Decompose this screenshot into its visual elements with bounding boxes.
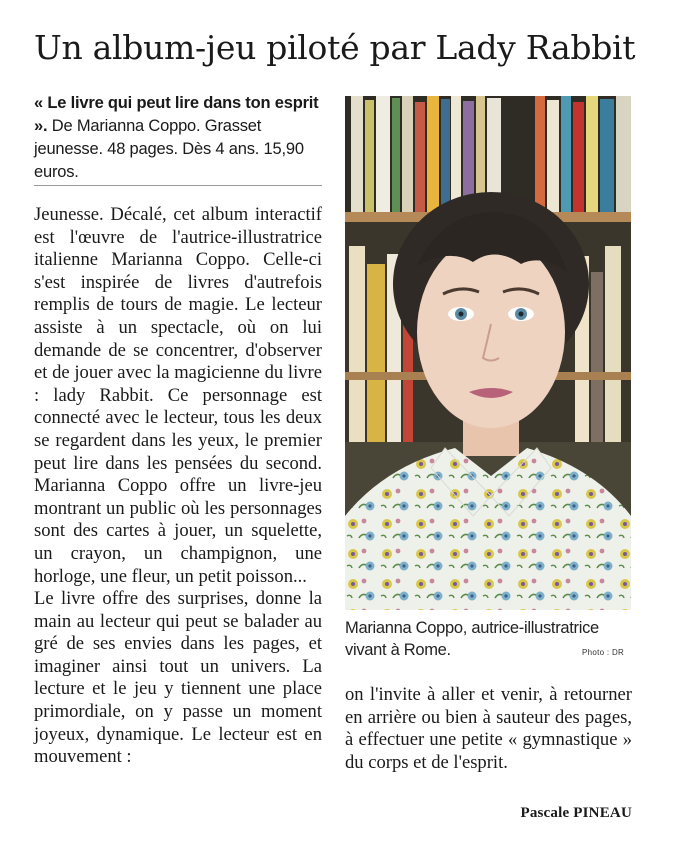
separator-rule xyxy=(34,185,322,186)
book-info xyxy=(34,92,324,184)
body-paragraph-2: Le livre offre des surprises, donne la main au lecteur qui peut se balader au gré de ses envies dans les pages, et imaginer ainsi tout un univers. La lecture et le jeu y tiennent une place primordiale, on y passe un moment joyeux, dynamique. Le lecteur est en mouvement : xyxy=(34,588,322,768)
book-title: « Le livre qui peut lire dans ton esprit ». xyxy=(34,94,319,135)
book-details: De Marianna Coppo. Grasset jeunesse. 48 pages. Dès 4 ans. 15,90 euros. xyxy=(34,117,304,181)
photo-caption: Marianna Coppo, autrice-illustratrice vivant à Rome. xyxy=(345,619,599,659)
photo-credit: Photo : DR xyxy=(582,648,625,657)
body-paragraph-1: Jeunesse. Décalé, cet album interactif est l'œuvre de l'autrice-illustratrice italienne Marianna Coppo. Celle-ci s'est inspirée de livres d'autrefois remplis de tours de magie. Le lecteur assiste à un spectacle, où on lui demande de se concentrer, d'observer et de jouer avec la magicienne du livre : lady Rabbit. Ce personnage est connecté avec le lecteur, tous les deux se regardent dans les yeux, le premier peut lire dans les pensées du second. Marianna Coppo offre un livre-jeu montrant un public où les personnages sont des cartes à jouer, un squelette, un crayon, un champignon, une horloge, une fleur, un petit poisson... xyxy=(34,204,322,587)
body-paragraph-3: on l'invite à aller et venir, à retourner en arrière ou bien à sauteur des pages, à effectuer une petite « gymnastique » du corps et de l'esprit. xyxy=(345,684,632,773)
article-column-right xyxy=(345,684,632,774)
author-signature: Pascale PINEAU xyxy=(520,805,632,821)
headline: Un album-jeu piloté par Lady Rabbit xyxy=(34,28,636,67)
author-photo xyxy=(345,96,631,610)
article-column-left xyxy=(34,204,322,769)
